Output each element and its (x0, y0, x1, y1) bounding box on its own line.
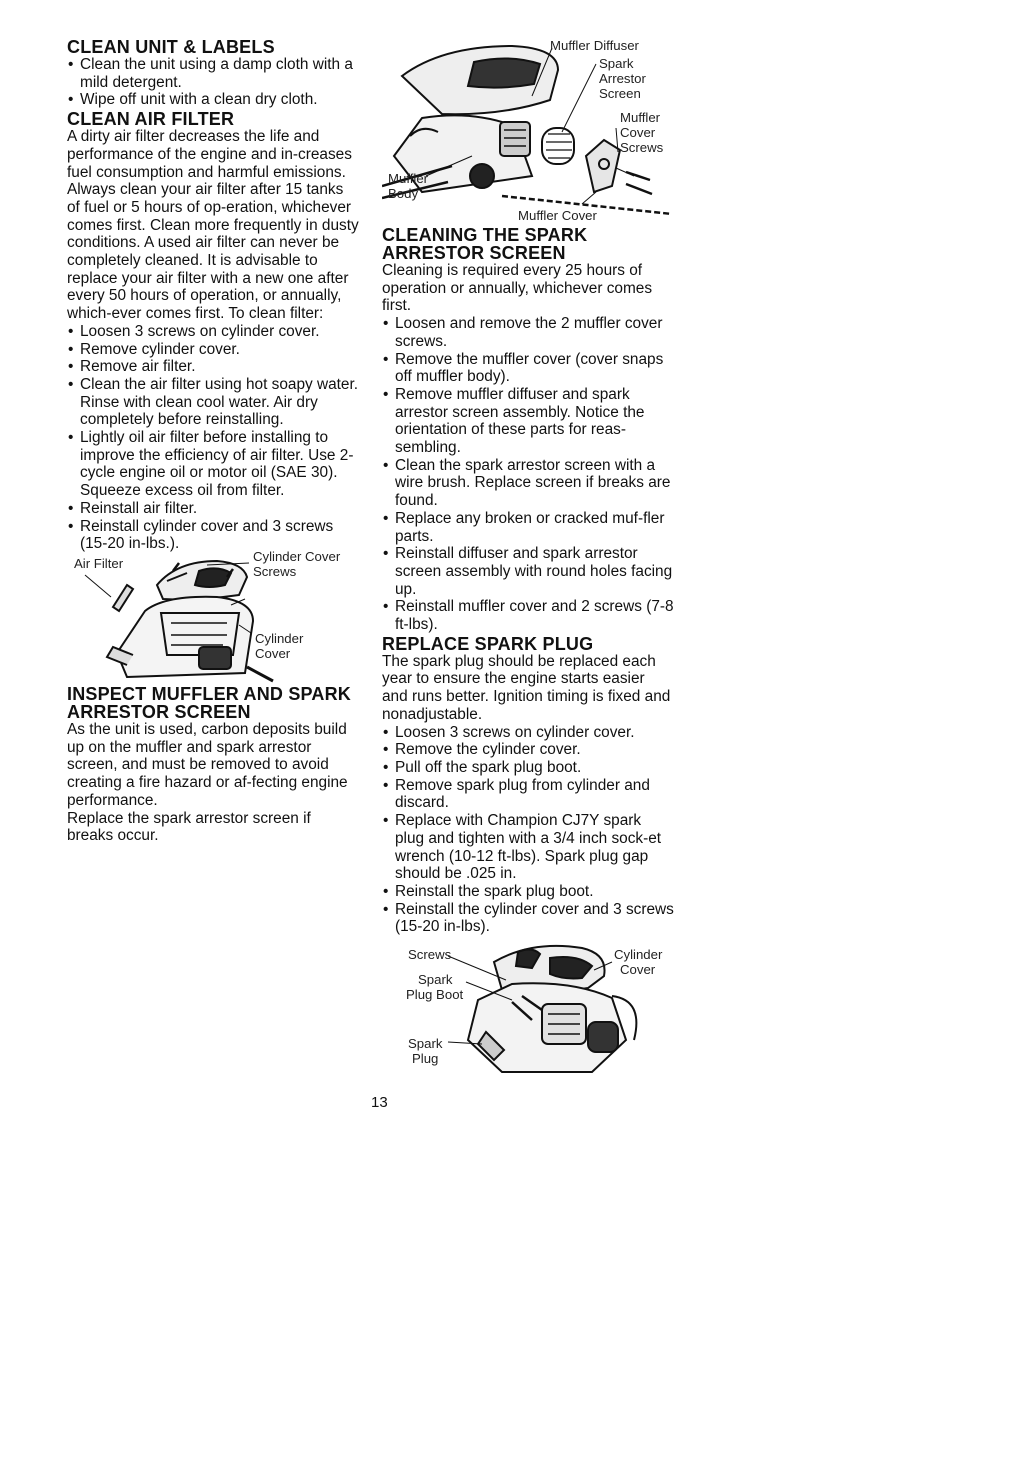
list-item: • Remove spark plug from cylinder and discard. (382, 777, 674, 812)
list-item: • Loosen and remove the 2 muffler cover screws. (382, 315, 674, 350)
list-item: • Wipe off unit with a clean dry cloth. (67, 91, 359, 109)
list-item: • Reinstall the cylinder cover and 3 screws (15-20 in-lbs). (382, 901, 674, 936)
spark-plug-figure (382, 940, 674, 1076)
list-item: • Lightly oil air filter before installing to improve the efficiency of air filter. Use 2-cycle engine oil or motor oil (SAE 30). Squeeze excess oil from filter. (67, 429, 359, 500)
list-item: • Reinstall muffler cover and 2 screws (7-8 ft-lbs). (382, 598, 674, 633)
list-item: • Pull off the spark plug boot. (382, 759, 674, 777)
muffler-figure (382, 36, 674, 226)
muffler-cover-screws-label-1: Muffler (620, 110, 661, 125)
spark-arrestor-label-1: Spark (599, 56, 634, 71)
cleaning-spark-section (382, 226, 674, 634)
list-item: • Loosen 3 screws on cylinder cover. (382, 724, 674, 742)
list-item: • Clean the unit using a damp cloth with a mild detergent. (67, 56, 359, 91)
list-item: • Remove the cylinder cover. (382, 741, 674, 759)
cleaning-spark-heading-1: CLEANING THE SPARK (382, 225, 588, 245)
muffler-body-label-2: Body (388, 186, 419, 201)
inspect-muffler-heading-1: INSPECT MUFFLER AND SPARK (67, 683, 351, 704)
cleaning-spark-steps (382, 315, 674, 634)
list-item: • Remove air filter. (67, 358, 359, 376)
spark-plug-boot-label-2: Plug Boot (406, 987, 464, 1003)
air-filter-figure (67, 548, 359, 683)
screws-label: Screws (408, 947, 452, 963)
air-filter-intro: A dirty air filter decreases the life and performance of the engine and in-creases fuel consumption and harmful emissions. Always clean your air filter after 15 tanks of fuel or 5 hours of op-eration, whichever comes first. Clean more frequently in dusty conditions. A used air filter can never be completely cleaned. It is advisable to replace your air filter with a new one after every 50 hours of operation, or annually, which-ever comes first. To clean filter: (67, 128, 359, 323)
right-column (382, 36, 674, 1076)
spark-arrestor-label-2: Arrestor (599, 71, 646, 86)
muffler-cover-screws-label-2: Cover (620, 125, 656, 140)
air-filter-label: Air Filter (74, 555, 124, 571)
spark-plug-label-2: Plug (412, 1051, 439, 1067)
cylinder-cover-label-2: Cover (620, 962, 656, 978)
clean-unit-heading: CLEAN UNIT & LABELS (67, 37, 275, 57)
cylinder-cover-screws-label-1: Cylinder Cover (253, 548, 341, 564)
cylinder-cover-label-2: Cover (255, 645, 291, 661)
spark-plug-heading: REPLACE SPARK PLUG (382, 633, 594, 654)
list-item: • Loosen 3 screws on cylinder cover. (67, 323, 359, 341)
list-item: • Remove cylinder cover. (67, 341, 359, 359)
air-filter-section (67, 110, 359, 683)
clean-unit-section (67, 38, 359, 109)
muffler-diffuser-label: Muffler Diffuser (550, 38, 639, 53)
cylinder-cover-screws-label-2: Screws (253, 563, 297, 579)
muffler-body-label-1: Muffler (388, 171, 429, 186)
list-item: • Remove muffler diffuser and spark arrestor screen assembly. Notice the orientation of these parts for reas-sembling. (382, 386, 674, 457)
air-filter-heading: CLEAN AIR FILTER (67, 109, 235, 130)
inspect-muffler-para-1: As the unit is used, carbon deposits build up on the muffler and spark arrestor screen, and must be removed to avoid creating a fire hazard or af-fecting engine performance. (67, 720, 348, 809)
spark-plug-label-1: Spark (408, 1036, 443, 1052)
cylinder-cover-label-1: Cylinder (255, 630, 304, 646)
list-item: • Replace with Champion CJ7Y spark plug and tighten with a 3/4 inch sock-et wrench (10-12 ft-lbs). Spark plug gap should be .025 in. (382, 812, 674, 883)
inspect-muffler-para-2: Replace the spark arrestor screen if breaks occur. (67, 809, 311, 845)
inspect-muffler-section (67, 685, 359, 845)
page-number: 13 (371, 1094, 388, 1111)
cleaning-spark-heading-2: ARRESTOR SCREEN (382, 243, 566, 263)
list-item: • Clean the air filter using hot soapy water. Rinse with clean cool water. Air dry completely before reinstalling. (67, 376, 359, 429)
chainsaw-air-filter-illustration (67, 555, 359, 683)
list-item: • Reinstall the spark plug boot. (382, 883, 674, 901)
list-item: • Clean the spark arrestor screen with a wire brush. Replace screen if breaks are found. (382, 457, 674, 510)
air-filter-steps (67, 323, 359, 553)
list-item: • Remove the muffler cover (cover snaps off muffler body). (382, 351, 674, 386)
muffler-cover-screws-label-3: Screws (620, 140, 664, 155)
list-item: • Reinstall cylinder cover and 3 screws (15-20 in-lbs.). (67, 518, 359, 553)
list-item: • Replace any broken or cracked muf-fler parts. (382, 510, 674, 545)
list-item: • Reinstall air filter. (67, 500, 359, 518)
cleaning-spark-intro: Cleaning is required every 25 hours of operation or annually, whichever comes first. (382, 262, 653, 315)
spark-plug-steps (382, 724, 674, 936)
spark-plug-boot-label-1: Spark (418, 972, 453, 988)
inspect-muffler-heading-2: ARRESTOR SCREEN (67, 701, 251, 722)
spark-arrestor-label-3: Screen (599, 86, 641, 101)
muffler-cover-label: Muffler Cover (518, 208, 597, 223)
list-item: • Reinstall diffuser and spark arrestor screen assembly with round holes facing up. (382, 545, 674, 598)
left-column (67, 38, 359, 845)
spark-plug-section (382, 635, 674, 1076)
cylinder-cover-label-1: Cylinder (614, 947, 663, 963)
spark-plug-intro: The spark plug should be replaced each year to ensure the engine starts easier and runs better. Ignition timing is fixed and nonadjustable. (382, 652, 671, 723)
clean-unit-list (67, 56, 359, 109)
